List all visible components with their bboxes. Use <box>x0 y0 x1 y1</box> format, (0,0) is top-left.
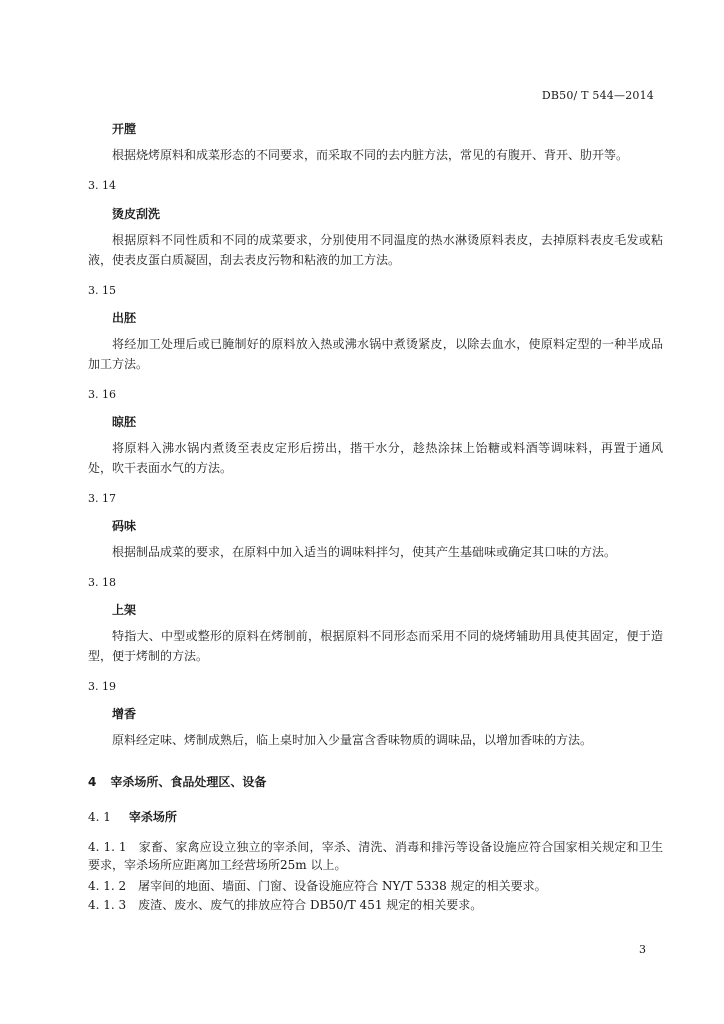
term-body-mawei: 根据制品成菜的要求，在原料中加入适当的调味料拌匀，使其产生基础味或确定其口味的方法。 <box>112 545 617 559</box>
section-4-number: 4 <box>88 775 97 789</box>
item-4-1-3 <box>88 896 663 914</box>
clause-number-3-14: 3. 14 <box>88 179 116 192</box>
section-4-1-title: 宰杀场所 <box>128 810 177 824</box>
item-4-1-2-number: 4. 1. 2 <box>88 879 127 893</box>
term-title-tangpi: 烫皮刮洗 <box>112 207 161 221</box>
standard-code-header: DB50/ T 544—2014 <box>541 89 654 102</box>
term-body-zengxiang: 原料经定味、烤制成熟后，临上桌时加入少量富含香味物质的调味品，以增加香味的方法。 <box>112 733 593 747</box>
section-4-title: 宰杀场所、食品处理区、设备 <box>110 775 267 789</box>
term-title-chupei: 出胚 <box>112 311 137 325</box>
clause-number-3-15: 3. 15 <box>88 284 116 297</box>
term-body-liangpei: 将原料入沸水锅内煮烫至表皮定形后捞出，揩干水分，趁热涂抹上饴糖或料酒等调味料，再置于通风处，吹干表面水气的方法。 <box>88 441 663 475</box>
section-4-heading <box>88 773 266 790</box>
item-4-1-1 <box>88 838 663 874</box>
page-number: 3 <box>639 943 646 956</box>
term-body-kaitang: 根据烧烤原料和成菜形态的不同要求，而采取不同的去内脏方法，常见的有腹开、背开、肋开等。 <box>112 148 629 162</box>
item-4-1-2 <box>88 877 663 895</box>
clause-number-3-18: 3. 18 <box>88 576 116 589</box>
item-4-1-1-number: 4. 1. 1 <box>88 840 127 854</box>
clause-number-3-19: 3. 19 <box>88 680 116 693</box>
term-body-chupei: 将经加工处理后或已腌制好的原料放入热或沸水锅中煮烫紧皮，以除去血水，使原料定型的一种半成品加工方法。 <box>88 337 663 371</box>
term-title-kaitang: 开膛 <box>112 122 137 136</box>
item-4-1-1-text: 家畜、家禽应设立独立的宰杀间，宰杀、清洗、消毒和排污等设备设施应符合国家相关规定和卫生要求，宰杀场所应距离加工经营场所25m 以上。 <box>88 840 663 872</box>
term-title-shangjia: 上架 <box>112 603 137 617</box>
item-4-1-2-text: 屠宰间的地面、墙面、门窗、设备设施应符合 NY/T 5338 规定的相关要求。 <box>138 879 547 893</box>
clause-number-3-17: 3. 17 <box>88 492 116 505</box>
section-4-1-number: 4. 1 <box>88 810 111 824</box>
term-body-shangjia: 特指大、中型或整形的原料在烤制前，根据原料不同形态而采用不同的烧烤辅助用具使其固定，便于造型，便于烤制的方法。 <box>88 629 663 663</box>
term-title-liangpei: 晾胚 <box>112 415 137 429</box>
term-title-zengxiang: 增香 <box>112 707 137 721</box>
term-title-mawei: 码味 <box>112 519 137 533</box>
term-body-tangpi: 根据原料不同性质和不同的成菜要求，分别使用不同温度的热水淋烫原料表皮，去掉原料表皮毛发或粘液，使表皮蛋白质凝固，刮去表皮污物和粘液的加工方法。 <box>88 233 663 267</box>
clause-number-3-16: 3. 16 <box>88 388 116 401</box>
section-4-1-heading <box>88 808 177 825</box>
item-4-1-3-text: 废渣、废水、废气的排放应符合 DB50/T 451 规定的相关要求。 <box>138 898 483 912</box>
item-4-1-3-number: 4. 1. 3 <box>88 898 127 912</box>
